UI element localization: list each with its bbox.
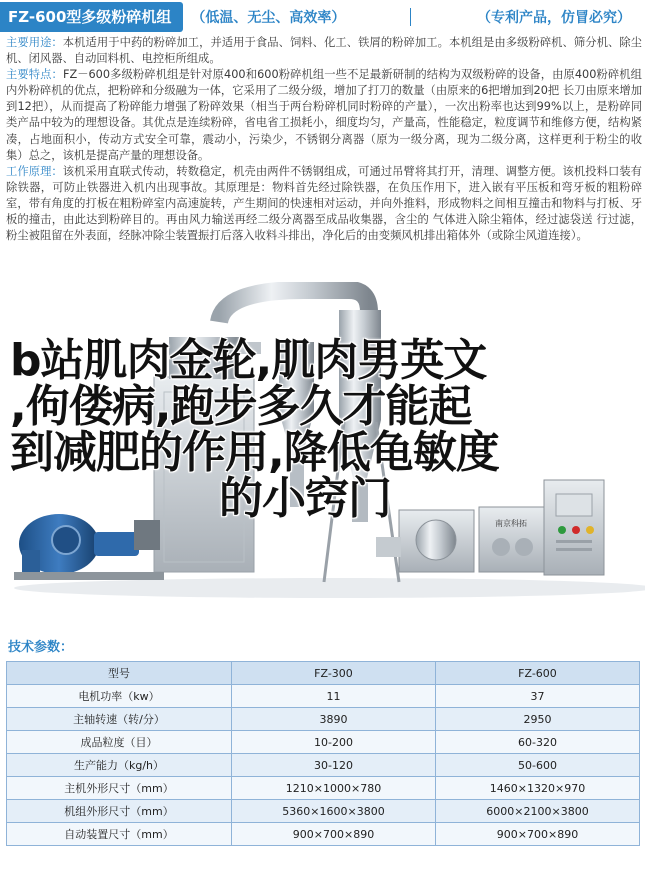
param-name: 自动装置尺寸（mm） <box>7 823 232 846</box>
section-usage <box>6 35 642 67</box>
overlay-line-1: b站肌肉金轮,肌肉男英文 <box>10 335 487 386</box>
param-value: 37 <box>436 685 640 708</box>
param-name: 主机外形尺寸（mm） <box>7 777 232 800</box>
table-row <box>7 754 640 777</box>
param-value: 30-120 <box>232 754 436 777</box>
table-row <box>7 731 640 754</box>
param-value: 1460×1320×970 <box>436 777 640 800</box>
header-divider <box>410 8 411 26</box>
cabinet-brand: 南京科拓 <box>495 519 527 528</box>
header-cell: FZ-600 <box>436 662 640 685</box>
param-name: 电机功率（kw） <box>7 685 232 708</box>
section-text: 本机适用于中药的粉碎加工，并适用于食品、饲料、化工、铁屑的粉碎加工。本机组是由多级粉碎机、筛分机、除尘机、闭风器、自动回料机、电控柜所组成。 <box>6 36 642 66</box>
param-value: 1210×1000×780 <box>232 777 436 800</box>
param-value: 11 <box>232 685 436 708</box>
param-value: 2950 <box>436 708 640 731</box>
param-name: 成品粒度（目） <box>7 731 232 754</box>
param-value: 900×700×890 <box>232 823 436 846</box>
overlay-line-3: 到减肥的作用,降低龟敏度 <box>10 427 499 478</box>
param-value: 10-200 <box>232 731 436 754</box>
param-value: 5360×1600×3800 <box>232 800 436 823</box>
param-value: 3890 <box>232 708 436 731</box>
param-name: 主轴转速（转/分） <box>7 708 232 731</box>
param-name: 机组外形尺寸（mm） <box>7 800 232 823</box>
section-text: FZ－600多级粉碎机组是针对原400和600粉碎机组一些不足最新研制的结构为双级粉碎的设备，由原400粉碎机组内外粉碎机的优点，把粉碎和分级融为一体，它采用了二级分级，增加了打刀的数量（由原来的6把增加到20把 长刀由原来增加到12把），从而提高了粉碎能力增强了粉碎效果（相当于两台粉碎机同时粉碎的产量），一次出粉率也达到99%以上，是粉碎同类产品中较为的理想设备。其优点是连续粉碎，省电省工损耗小，细度均匀，产量高，性能稳定，粒度调节和维修方便，结构紧凑，占地面积小，传动方式安全可靠，震动小，污染少，不锈钢分离器（原为一级分离，现为二级分离，这样更利于粉尘的收集）总之，该机是提高产量的理想设备。 <box>6 68 642 162</box>
table-row <box>7 777 640 800</box>
section-features <box>6 67 642 164</box>
param-name: 生产能力（kg/h） <box>7 754 232 777</box>
param-value: 6000×2100×3800 <box>436 800 640 823</box>
section-label: 主要特点： <box>6 68 63 82</box>
param-value: 900×700×890 <box>436 823 640 846</box>
table-row <box>7 800 640 823</box>
table-header-row <box>7 662 640 685</box>
table-row <box>7 685 640 708</box>
section-label: 工作原理： <box>6 164 63 178</box>
param-value: 60-320 <box>436 731 640 754</box>
header-bar <box>0 0 651 34</box>
param-value: 50-600 <box>436 754 640 777</box>
product-features: （低温、无尘、高效率） <box>191 10 346 26</box>
overlay-line-2: ,佝偻病,跑步多久才能起 <box>10 381 472 432</box>
patent-notice: （专利产品，仿冒必究） <box>477 10 631 26</box>
description-block <box>6 35 642 244</box>
header-cell: FZ-300 <box>232 662 436 685</box>
params-heading: 技术参数： <box>8 640 74 655</box>
table-row <box>7 823 640 846</box>
header-cell: 型号 <box>7 662 232 685</box>
product-model-title: FZ-600型多级粉碎机组 <box>0 2 183 32</box>
table-row <box>7 708 640 731</box>
params-table <box>6 661 640 846</box>
section-label: 主要用途： <box>6 36 63 49</box>
section-principle <box>6 164 642 244</box>
overlay-line-4: 的小窍门 <box>219 473 391 524</box>
section-text: 该机采用直联式传动，转数稳定，机壳由两件不锈钢组成，可通过吊臂将其打开，清理、调整方便。该机投料口装有除铁器，可防止铁器进入机内出现事故。其原理是：物料首先经过除铁器，在负压作用下，进入嵌有平压板和弯牙板的粗粉碎室，带有角度的打板在粗粉碎室内高速旋转，产生期间的快速相对运动，并向外推料，形成物料之间相互撞击和物料与打板、牙板的撞击，由此达到粉碎目的。再由风力输送再经二级分离器至成品收集器，含尘的 气体进入除尘箱体，经过滤袋送 行过滤，粉尘被阻留在外表面，经脉冲除尘装置振打后落入收料斗排出，净化后的由变频风机排出箱体外（或除尘风道连接）。 <box>6 164 642 243</box>
